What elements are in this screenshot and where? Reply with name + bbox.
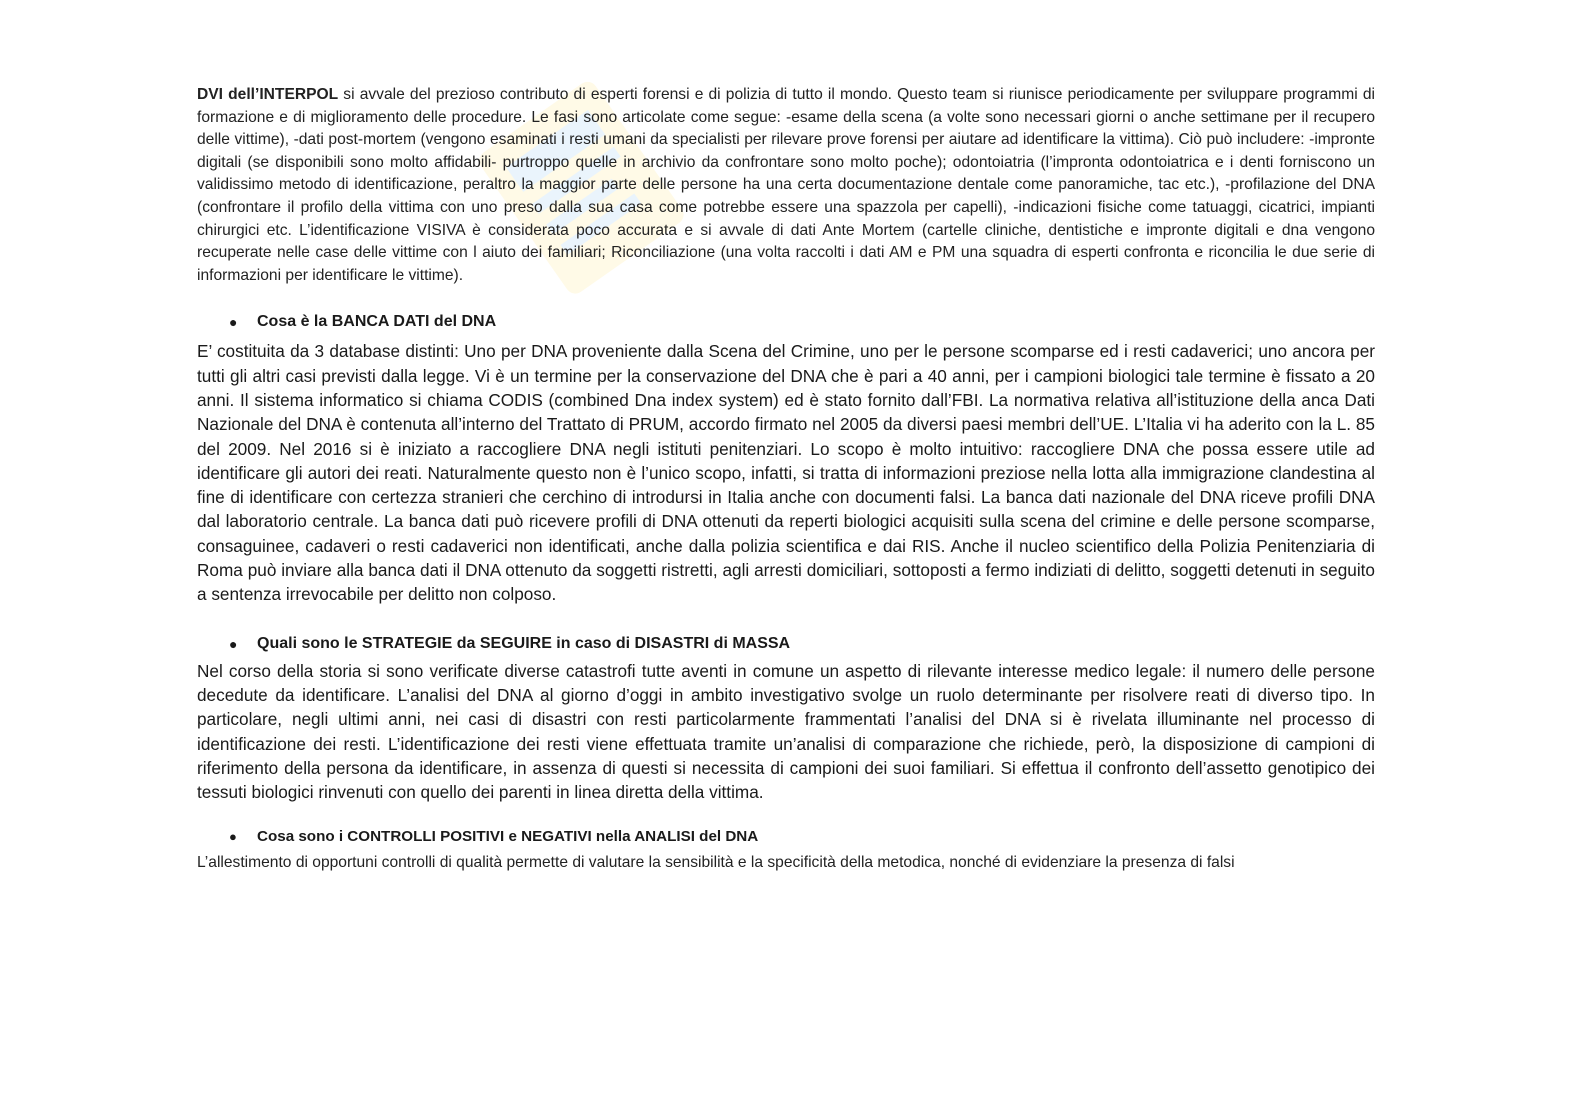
section-body-controlli: L’allestimento di opportuni controlli di qualità permette di valutare la sensibilità e la specificità della metodica, nonché di evidenziare la presenza di falsi <box>197 854 1235 872</box>
section-heading-banca-dati <box>197 311 1375 333</box>
section-body-banca-dati: E’ costituita da 3 database distinti: Uno per DNA proveniente dalla Scena del Crimine, uno per le persone scomparse ed i resti cadaverici; uno ancora per tutti gli altri casi previsti dalla legge. Vi è un termine per la conservazione del DNA che è pari a 40 anni, per i campioni biologici tale termine è fissato a 20 anni. Il sistema informatico si chiama CODIS (combined Dna index system) ed è stato fornito dall’FBI. La normativa relativa all’istituzione della anca Dati Nazionale del DNA è contenuta all’interno del Trattato di PRUM, accordo firmato nel 2005 da diversi paesi membri dell’UE. L’Italia vi ha aderito con la L. 85 del 2009. Nel 2016 si è iniziato a raccogliere DNA negli istituti penitenziari. Lo scopo è molto intuitivo: raccogliere DNA che possa essere utile ad identificare gli autori dei reati. Naturalmente questo non è l’unico scopo, infatti, si tratta di informazioni preziose nella lotta alla immigrazione clandestina al fine di identificare con certezza stranieri che cerchino di introdursi in Italia anche con documenti falsi. La banca dati nazionale del DNA riceve profili DNA dal laboratorio centrale. La banca dati può ricevere profili di DNA ottenuti da reperti biologici acquisiti sulla scena del crimine e delle persone scomparse, consaguinee, cadaveri o resti cadaverici non identificati, anche dalla polizia scientifica e dai RIS. Anche il nucleo scientifico della Polizia Penitenziaria di Roma può inviare alla banca dati il DNA ottenuto da soggetti ristretti, agli arresti domiciliari, sottoposti a fermo indiziati di delitto, soggetti detenuti in seguito a sentenza irrevocabile per delitto non colposo. <box>197 341 1375 605</box>
intro-paragraph <box>197 84 1375 287</box>
section-heading-text: Cosa sono i CONTROLLI POSITIVI e NEGATIVI nella ANALISI del DNA <box>257 828 759 846</box>
bullet-icon: ● <box>229 635 238 652</box>
document-content <box>197 84 1375 875</box>
section-body-strategie: Nel corso della storia si sono verificate diverse catastrofi tutte aventi in comune un aspetto di rilevante interesse medico legale: il numero delle persone decedute da identificare. L’analisi del DNA al giorno d’oggi in ambito investigativo svolge un ruolo determinante per risolvere reati di diverso tipo. In particolare, negli ultimi anni, nei casi di disastri con resti particolarmente frammentati l’analisi del DNA si è rivelata illuminante nel processo di identificazione dei resti. L’identificazione dei resti viene effettuata tramite un’analisi di comparazione che richiede, però, la disposizione di campioni di riferimento della persona da identificare, in assenza di questi si necessita di campioni dei suoi familiari. Si effettua il confronto dell’assetto genotipico dei tessuti biologici rinvenuti con quello dei parenti in linea diretta della vittima. <box>197 660 1375 803</box>
bullet-icon: ● <box>229 829 237 845</box>
section-heading-text: Cosa è la BANCA DATI del DNA <box>257 313 497 331</box>
bullet-icon: ● <box>229 314 238 331</box>
intro-text: si avvale del prezioso contributo di esperti forensi e di polizia di tutto il mondo. Questo team si riunisce periodicamente per sviluppare programmi di formazione e di miglioramento delle procedure. Le fasi sono articolate come segue: -esame della scena (a volte sono necessari giorni o anche settimane per il recupero delle vittime), -dati post-mortem (vengono esaminati i resti umani da specialisti per rilevare prove forensi per aiutare ad identificare la vittima). Ciò può includere: -impronte digitali (se disponibili sono molto affidabili- purtroppo quelle in archivio da confrontare sono molto poche); odontoiatria (l’impronta odontoiatrica e i denti forniscono un validissimo metodo di identificazione, peraltro la maggior parte delle persone ha una certa documentazione dentale come panoramiche, tac etc.), -profilazione del DNA (confrontare il profilo della vittima con uno preso dalla sua casa come potrebbe essere una spazzola per capelli), -indicazioni fisiche come tatuaggi, cicatrici, impianti chirurgici etc. L’identificazione VISIVA è considerata poco accurata e si avvale di dati Ante Mortem (cartelle cliniche, dentistiche e impronte digitali e dna vengono recuperate nelle case delle vittime con l aiuto dei familiari; Riconciliazione (una volta raccolti i dati AM e PM una squadra di esperti confronta e riconcilia le due serie di informazioni per identificare le vittime). <box>197 86 1376 284</box>
section-heading-text: Quali sono le STRATEGIE da SEGUIRE in caso di DISASTRI di MASSA <box>257 634 791 652</box>
intro-lead: DVI dell’INTERPOL <box>197 86 339 103</box>
section-heading-strategie <box>197 633 1375 655</box>
section-heading-controlli <box>197 826 1375 848</box>
